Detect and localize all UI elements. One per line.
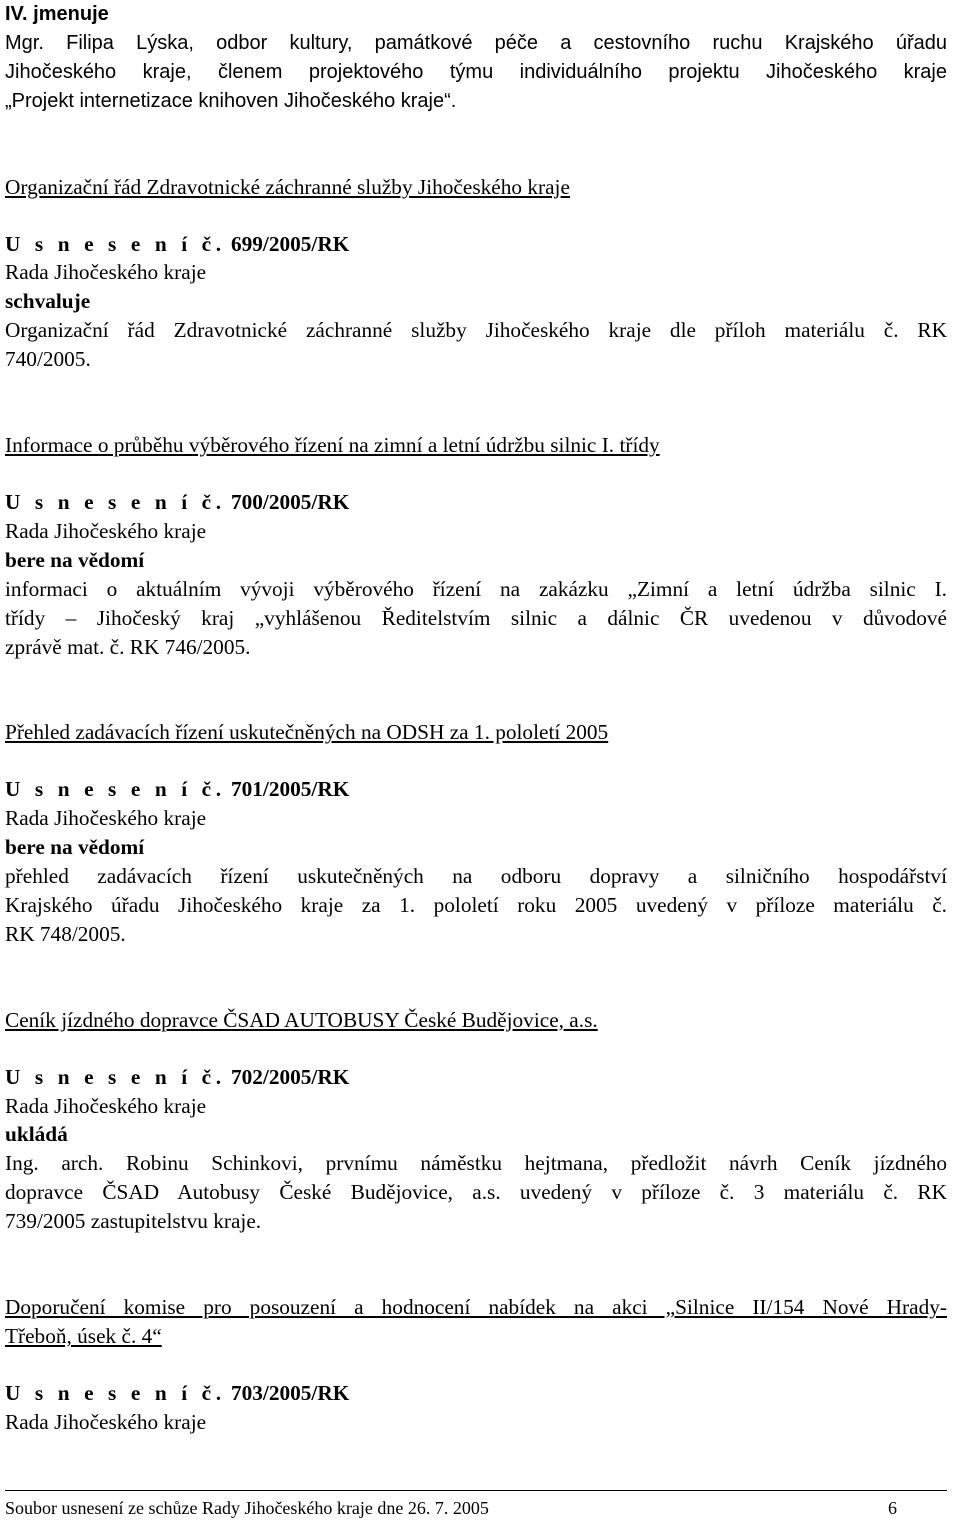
section-title: Přehled zadávacích řízení uskutečněných na ODSH za 1. pololetí 2005: [5, 720, 609, 745]
resolution-text-line-1: Ing. arch. Robinu Schinkovi, prvnímu náměstku hejtmana, předložit návrh Ceník jízdného: [5, 1151, 947, 1176]
council-name: Rada Jihočeského kraje: [5, 1093, 207, 1118]
resolution-section-701: [5, 718, 947, 948]
intro-line-2: Jihočeského kraje, členem projektového týmu individuálního projektu Jihočeského kraje: [5, 60, 947, 83]
resolution-number: 700/2005/RK: [230, 489, 350, 514]
resolution-text-line-3: 739/2005 zastupitelstvu kraje.: [5, 1209, 262, 1234]
resolution-section-702: [5, 1006, 947, 1236]
resolution-label: [5, 1379, 947, 1408]
resolution-section-703: [5, 1293, 947, 1437]
intro-line-3: „Projekt internetizace knihoven Jihočeského kraje“.: [5, 89, 457, 112]
footer-text: Soubor usnesení ze schůze Rady Jihočeského kraje dne 26. 7. 2005: [5, 1498, 489, 1518]
page-number: 6: [888, 1498, 897, 1518]
resolution-number: 701/2005/RK: [230, 777, 350, 802]
resolution-word: U s n e s e n í č.: [5, 231, 226, 256]
resolution-word: U s n e s e n í č.: [5, 1380, 226, 1405]
resolution-text-line-1: přehled zadávacích řízení uskutečněných na odboru dopravy a silničního hospodářství: [5, 864, 947, 889]
section-heading-iv: IV. jmenuje: [5, 3, 109, 25]
resolution-verb: bere na vědomí: [5, 835, 145, 860]
section-title: Informace o průběhu výběrového řízení na zimní a letní údržbu silnic I. třídy: [5, 433, 660, 458]
resolution-text-line-3: zprávě mat. č. RK 746/2005.: [5, 634, 251, 659]
council-name: Rada Jihočeského kraje: [5, 260, 207, 285]
intro-line-1: Mgr. Filipa Lýska, odbor kultury, památkové péče a cestovního ruchu Krajského úřadu: [5, 31, 947, 54]
resolution-label: [5, 775, 947, 804]
page-footer: [5, 1490, 947, 1519]
resolution-verb: schvaluje: [5, 289, 91, 314]
resolution-text-line-3: RK 748/2005.: [5, 921, 126, 946]
resolution-word: U s n e s e n í č.: [5, 777, 226, 802]
section-title: Organizační řád Zdravotnické záchranné služby Jihočeského kraje: [5, 174, 570, 199]
resolution-word: U s n e s e n í č.: [5, 489, 226, 514]
resolution-text-line-2: 740/2005.: [5, 347, 91, 372]
resolution-label: [5, 230, 947, 259]
resolution-label: [5, 1063, 947, 1092]
council-name: Rada Jihočeského kraje: [5, 806, 207, 831]
resolution-verb: bere na vědomí: [5, 547, 145, 572]
section-title-line-2: [5, 1322, 947, 1351]
resolution-number: 703/2005/RK: [230, 1380, 350, 1405]
council-name: Rada Jihočeského kraje: [5, 518, 207, 543]
resolution-number: 702/2005/RK: [230, 1064, 350, 1089]
council-name: Rada Jihočeského kraje: [5, 1409, 207, 1434]
resolution-text-line-2: Krajského úřadu Jihočeského kraje za 1. pololetí roku 2005 uvedený v příloze materiálu č.: [5, 892, 947, 917]
resolution-number: 699/2005/RK: [230, 231, 350, 256]
section-title-line-1: Doporučení komise pro posouzení a hodnocení nabídek na akci „Silnice II/154 Nové Hrady-: [5, 1295, 947, 1320]
resolution-text-line-1: Organizační řád Zdravotnické záchranné služby Jihočeského kraje dle příloh materiálu č. RK: [5, 318, 947, 343]
resolution-section-699: [5, 173, 947, 374]
resolution-section-700: [5, 431, 947, 661]
resolution-text-line-2: třídy – Jihočeský kraj „vyhlášenou Ředitelstvím silnic a dálnic ČR uvedenou v důvodové: [5, 605, 947, 630]
resolution-label: [5, 488, 947, 517]
section-title-line-2-text: Třeboň, úsek č. 4“: [5, 1324, 162, 1348]
resolution-word: U s n e s e n í č.: [5, 1064, 226, 1089]
resolution-verb: ukládá: [5, 1122, 68, 1147]
resolution-text-line-1: informaci o aktuálním vývoji výběrového řízení na zakázku „Zimní a letní údržba silnic I.: [5, 576, 947, 601]
resolution-text-line-2: dopravce ČSAD Autobusy České Budějovice, a.s. uvedený v příloze č. 3 materiálu č. RK: [5, 1180, 947, 1205]
document-page: [5, 0, 947, 1437]
section-title: Ceník jízdného dopravce ČSAD AUTOBUSY České Budějovice, a.s.: [5, 1007, 598, 1032]
